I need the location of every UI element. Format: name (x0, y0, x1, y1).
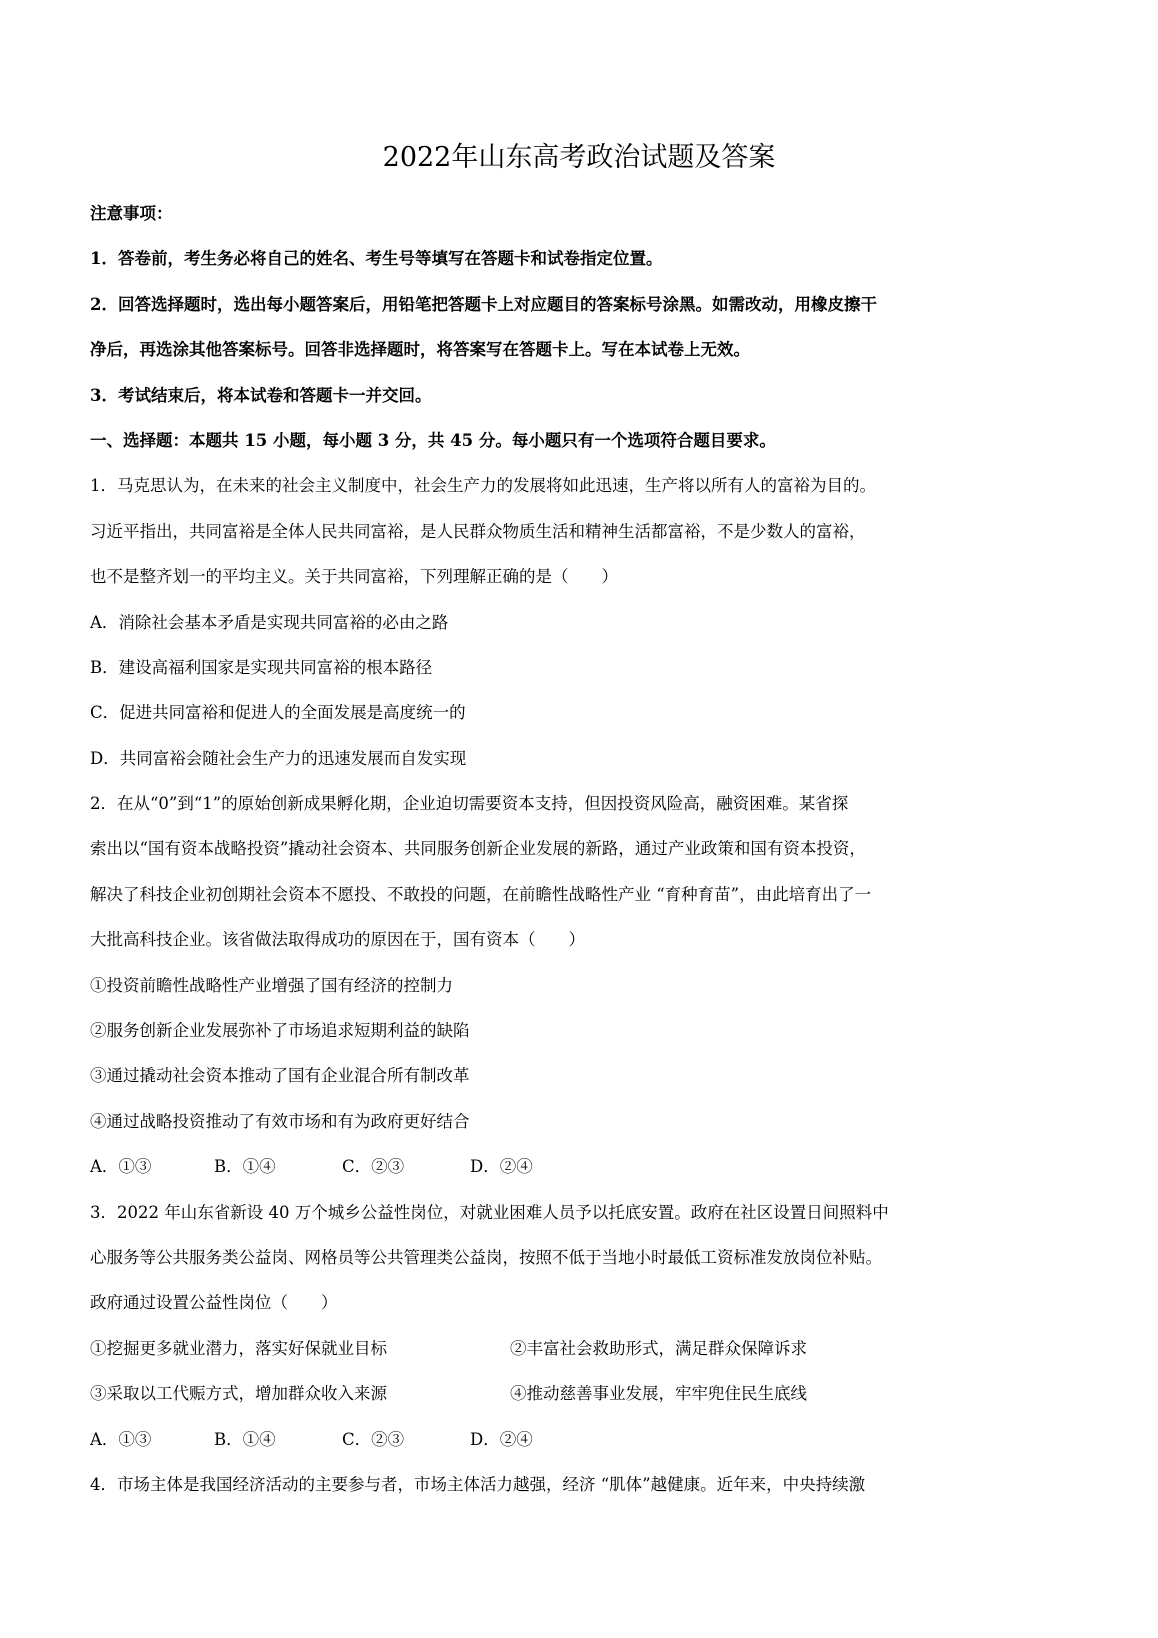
q2-option-d: D．②④ (470, 1157, 533, 1177)
q3-statement-2: ②丰富社会救助形式，满足群众保障诉求 (510, 1338, 807, 1358)
page-title: 2022年山东高考政治试题及答案 (382, 142, 776, 173)
exam-content (90, 191, 1070, 1507)
notice-item-3: 3．考试结束后，将本试卷和答题卡一并交回。 (90, 385, 432, 405)
q3-option-b: B．①④ (214, 1429, 276, 1449)
notice-heading: 注意事项： (90, 204, 173, 223)
notice-item-2-cont: 净后，再选涂其他答案标号。回答非选择题时，将答案写在答题卡上。写在本试卷上无效。 (90, 340, 750, 360)
notice-item-1: 1．答卷前，考生务必将自己的姓名、考生号等填写在答题卡和试卷指定位置。 (90, 249, 663, 269)
q3-options (90, 1417, 1070, 1462)
q2-statement-3: ③通过撬动社会资本推动了国有企业混合所有制改革 (90, 1066, 470, 1086)
q2-option-c: C．②③ (342, 1157, 405, 1177)
q2-option-a: A．①③ (90, 1157, 152, 1177)
q3-stem-line-2: 心服务等公共服务类公益岗、网格员等公共管理类公益岗，按照不低于当地小时最低工资标准发放岗位补贴。 (90, 1247, 882, 1267)
q2-statement-1: ①投资前瞻性战略性产业增强了国有经济的控制力 (90, 975, 453, 995)
q3-option-a: A．①③ (90, 1429, 152, 1449)
q1-stem-line-1: 1．马克思认为，在未来的社会主义制度中，社会生产力的发展将如此迅速，生产将以所有人的富裕为目的。 (90, 476, 876, 496)
q1-stem-line-3: 也不是整齐划一的平均主义。关于共同富裕，下列理解正确的是（ ） (90, 567, 618, 587)
q2-statement-2: ②服务创新企业发展弥补了市场追求短期利益的缺陷 (90, 1021, 470, 1041)
q1-option-b: B．建设高福利国家是实现共同富裕的根本路径 (90, 657, 433, 677)
q3-statement-3: ③采取以工代赈方式，增加群众收入来源 (90, 1384, 387, 1404)
q3-option-c: C．②③ (342, 1429, 405, 1449)
q2-option-b: B．①④ (214, 1157, 276, 1177)
q3-stem-line-1: 3．2022 年山东省新设 40 万个城乡公益性岗位，对就业困难人员予以托底安置。政府在社区设置日间照料中 (90, 1202, 889, 1222)
q2-stem-line-4: 大批高科技企业。该省做法取得成功的原因在于，国有资本（ ） (90, 930, 585, 950)
q2-statement-4: ④通过战略投资推动了有效市场和有为政府更好结合 (90, 1111, 470, 1131)
q3-option-d: D．②④ (470, 1429, 533, 1449)
q3-statement-4: ④推动慈善事业发展，牢牢兜住民生底线 (510, 1384, 807, 1404)
q1-stem-line-2: 习近平指出，共同富裕是全体人民共同富裕，是人民群众物质生活和精神生活都富裕，不是少数人的富裕， (90, 521, 866, 541)
q3-stem-line-3: 政府通过设置公益性岗位（ ） (90, 1293, 338, 1313)
q4-stem-line-1: 4．市场主体是我国经济活动的主要参与者，市场主体活力越强，经济 “肌体”越健康。近年来，中央持续激 (90, 1474, 866, 1494)
q2-stem-line-1: 2．在从“0”到“1”的原始创新成果孵化期，企业迫切需要资本支持，但因投资风险高，融资困难。某省探 (90, 794, 849, 814)
q2-stem-line-2: 索出以“国有资本战略投资”撬动社会资本、共同服务创新企业发展的新路，通过产业政策和国有资本投资， (90, 839, 866, 859)
q3-statement-1: ①挖掘更多就业潜力，落实好保就业目标 (90, 1338, 387, 1358)
q1-option-c: C．促进共同富裕和促进人的全面发展是高度统一的 (90, 703, 466, 723)
notice-item-2: 2．回答选择题时，选出每小题答案后，用铅笔把答题卡上对应题目的答案标号涂黑。如需改动，用橡皮擦干 (90, 294, 877, 314)
section-heading: 一、选择题：本题共 15 小题，每小题 3 分，共 45 分。每小题只有一个选项符合题目要求。 (90, 430, 776, 450)
q1-option-d: D．共同富裕会随社会生产力的迅速发展而自发实现 (90, 748, 467, 768)
q3-statements-row-1 (90, 1326, 1070, 1371)
q2-stem-line-3: 解决了科技企业初创期社会资本不愿投、不敢投的问题，在前瞻性战略性产业 “育种育苗”，由此培育出了一 (90, 884, 872, 904)
q1-option-a: A．消除社会基本矛盾是实现共同富裕的必由之路 (90, 612, 449, 632)
q3-statements-row-2 (90, 1371, 1070, 1416)
q2-options (90, 1144, 1070, 1189)
